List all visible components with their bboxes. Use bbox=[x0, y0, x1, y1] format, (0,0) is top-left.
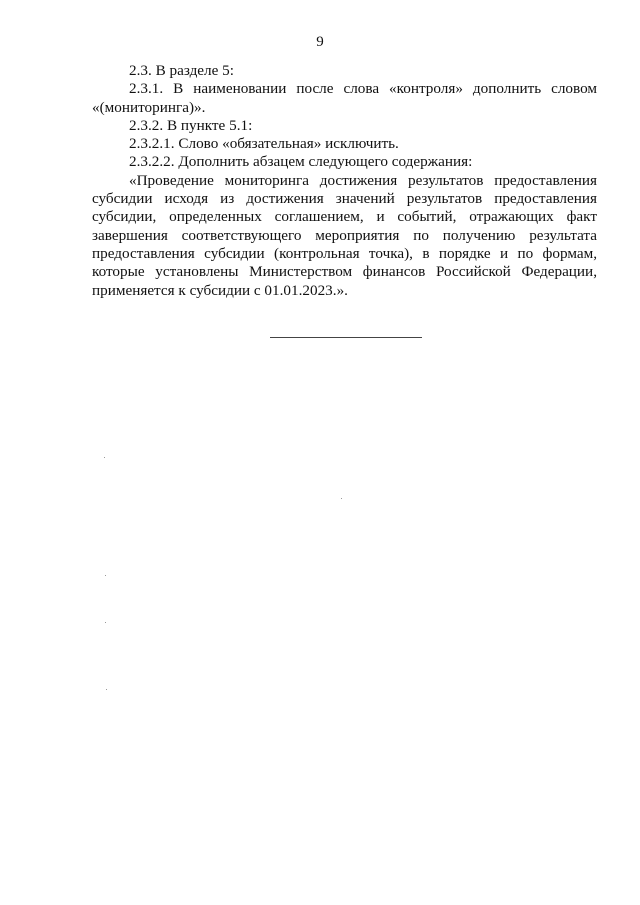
paragraph-section-2-3-2: 2.3.2. В пункте 5.1: bbox=[129, 116, 253, 134]
scan-speck bbox=[105, 575, 106, 576]
page-number: 9 bbox=[316, 34, 324, 50]
document-body bbox=[92, 62, 597, 300]
paragraph-section-2-3: 2.3. В разделе 5: bbox=[129, 62, 234, 79]
paragraph-section-2-3-1: 2.3.1. В наименовании после слова «контроля» дополнить словом «(мониторинга)». bbox=[92, 80, 597, 116]
scan-speck bbox=[341, 498, 342, 499]
end-of-text-separator-line bbox=[270, 337, 422, 338]
paragraph-section-2-3-2-1: 2.3.2.1. Слово «обязательная» исключить. bbox=[129, 135, 399, 153]
paragraph-quoted-amendment: «Проведение мониторинга достижения результатов предоставления субсидии исходя из достижения значений результатов предоставления субсидии, определенных соглашением, и событий, отражающих факт завершения соответствующего мероприятия по получению результата предоставления субсидии (контрольная точка), в порядке и по формам, которые установлены Министерством финансов Российской Федерации, применяется к субсидии с 01.01.2023.». bbox=[92, 171, 597, 299]
paragraph-section-2-3-2-2: 2.3.2.2. Дополнить абзацем следующего содержания: bbox=[129, 153, 473, 171]
scan-speck bbox=[106, 689, 107, 690]
scan-speck bbox=[104, 457, 105, 458]
scan-speck bbox=[105, 622, 106, 623]
